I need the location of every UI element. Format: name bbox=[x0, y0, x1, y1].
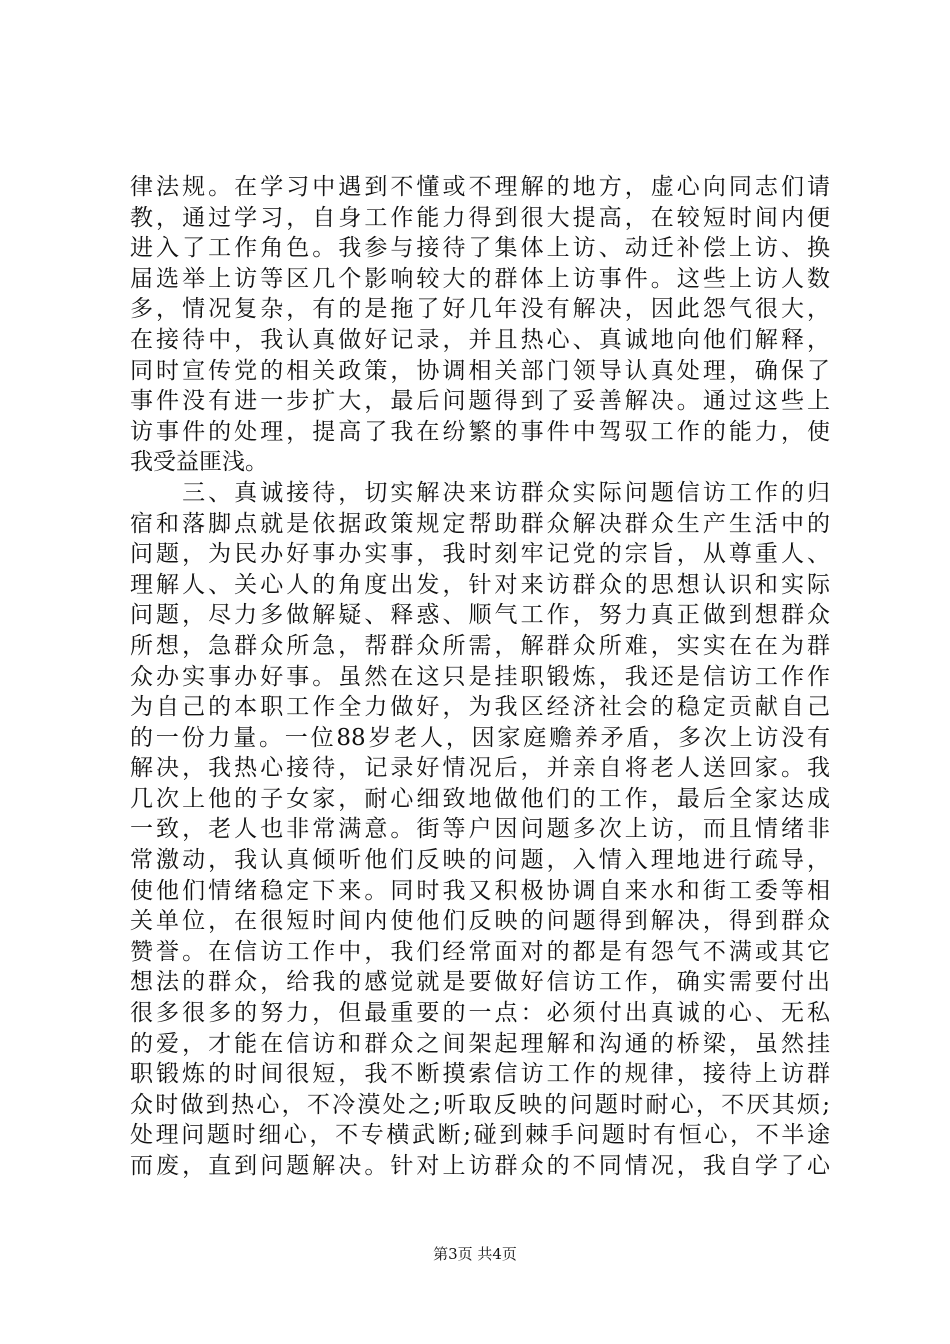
body-text bbox=[130, 172, 830, 1182]
text-line: 而废，直到问题解决。针对上访群众的不同情况，我自学了心 bbox=[130, 1153, 830, 1179]
text-line: 所想，急群众所急，帮群众所需，解群众所难，实实在在为群 bbox=[130, 632, 830, 659]
text-line: 多，情况复杂，有的是拖了好几年没有解决，因此怨气很大， bbox=[130, 296, 830, 323]
text-line: 一致，老人也非常满意。街等户因问题多次上访，而且情绪非 bbox=[130, 816, 830, 843]
text-line: 几次上他的子女家，耐心细致地做他们的工作，最后全家达成 bbox=[130, 785, 830, 812]
text-line: 众时做到热心，不冷漠处之;听取反映的问题时耐心，不厌其烦; bbox=[130, 1091, 830, 1118]
text-line: 事件没有进一步扩大，最后问题得到了妥善解决。通过这些上 bbox=[130, 388, 830, 415]
text-line: 常激动，我认真倾听他们反映的问题，入情入理地进行疏导， bbox=[130, 847, 830, 874]
text-line: 届选举上访等区几个影响较大的群体上访事件。这些上访人数 bbox=[130, 265, 830, 292]
text-line: 问题，尽力多做解疑、释惑、顺气工作，努力真正做到想群众 bbox=[130, 602, 830, 629]
text-line: 解决，我热心接待，记录好情况后，并亲自将老人送回家。我 bbox=[130, 755, 830, 782]
text-line: 同时宣传党的相关政策，协调相关部门领导认真处理，确保了 bbox=[130, 357, 830, 384]
page-footer: 第3页 共4页 bbox=[433, 1245, 517, 1263]
text-line: 理解人、关心人的角度出发，针对来访群众的思想认识和实际 bbox=[130, 571, 830, 598]
text-line: 问题，为民办好事办实事，我时刻牢记党的宗旨，从尊重人、 bbox=[130, 541, 830, 568]
text-line: 教，通过学习，自身工作能力得到很大提高，在较短时间内便 bbox=[130, 204, 830, 231]
text-line: 很多很多的努力，但最重要的一点：必须付出真诚的心、无私 bbox=[130, 1000, 830, 1027]
text-line: 为自己的本职工作全力做好，为我区经济社会的稳定贡献自己 bbox=[130, 694, 830, 721]
text-line: 访事件的处理，提高了我在纷繁的事件中驾驭工作的能力，使 bbox=[130, 418, 830, 445]
text-line: 我受益匪浅。 bbox=[130, 449, 268, 476]
text-line: 的一份力量。一位88岁老人，因家庭赡养矛盾，多次上访没有 bbox=[130, 724, 830, 751]
text-line: 处理问题时细心，不专横武断;碰到棘手问题时有恒心，不半途 bbox=[130, 1122, 830, 1149]
text-line: 想法的群众，给我的感觉就是要做好信访工作，确实需要付出 bbox=[130, 969, 830, 996]
text-line: 三、真诚接待，切实解决来访群众实际问题信访工作的归 bbox=[130, 479, 830, 506]
text-line: 的爱，才能在信访和群众之间架起理解和沟通的桥梁，虽然挂 bbox=[130, 1030, 830, 1057]
text-line: 律法规。在学习中遇到不懂或不理解的地方，虚心向同志们请 bbox=[130, 174, 830, 200]
text-line: 在接待中，我认真做好记录，并且热心、真诚地向他们解释， bbox=[130, 326, 830, 353]
text-line: 众办实事办好事。虽然在这只是挂职锻炼，我还是信访工作作 bbox=[130, 663, 830, 690]
text-line: 进入了工作角色。我参与接待了集体上访、动迁补偿上访、换 bbox=[130, 235, 830, 262]
text-line: 关单位，在很短时间内使他们反映的问题得到解决，得到群众 bbox=[130, 908, 830, 935]
text-line: 使他们情绪稳定下来。同时我又积极协调自来水和街工委等相 bbox=[130, 877, 830, 904]
text-line: 赞誉。在信访工作中，我们经常面对的都是有怨气不满或其它 bbox=[130, 938, 830, 965]
text-line: 宿和落脚点就是依据政策规定帮助群众解决群众生产生活中的 bbox=[130, 510, 830, 537]
text-line: 职锻炼的时间很短，我不断摸索信访工作的规律，接待上访群 bbox=[130, 1061, 830, 1088]
